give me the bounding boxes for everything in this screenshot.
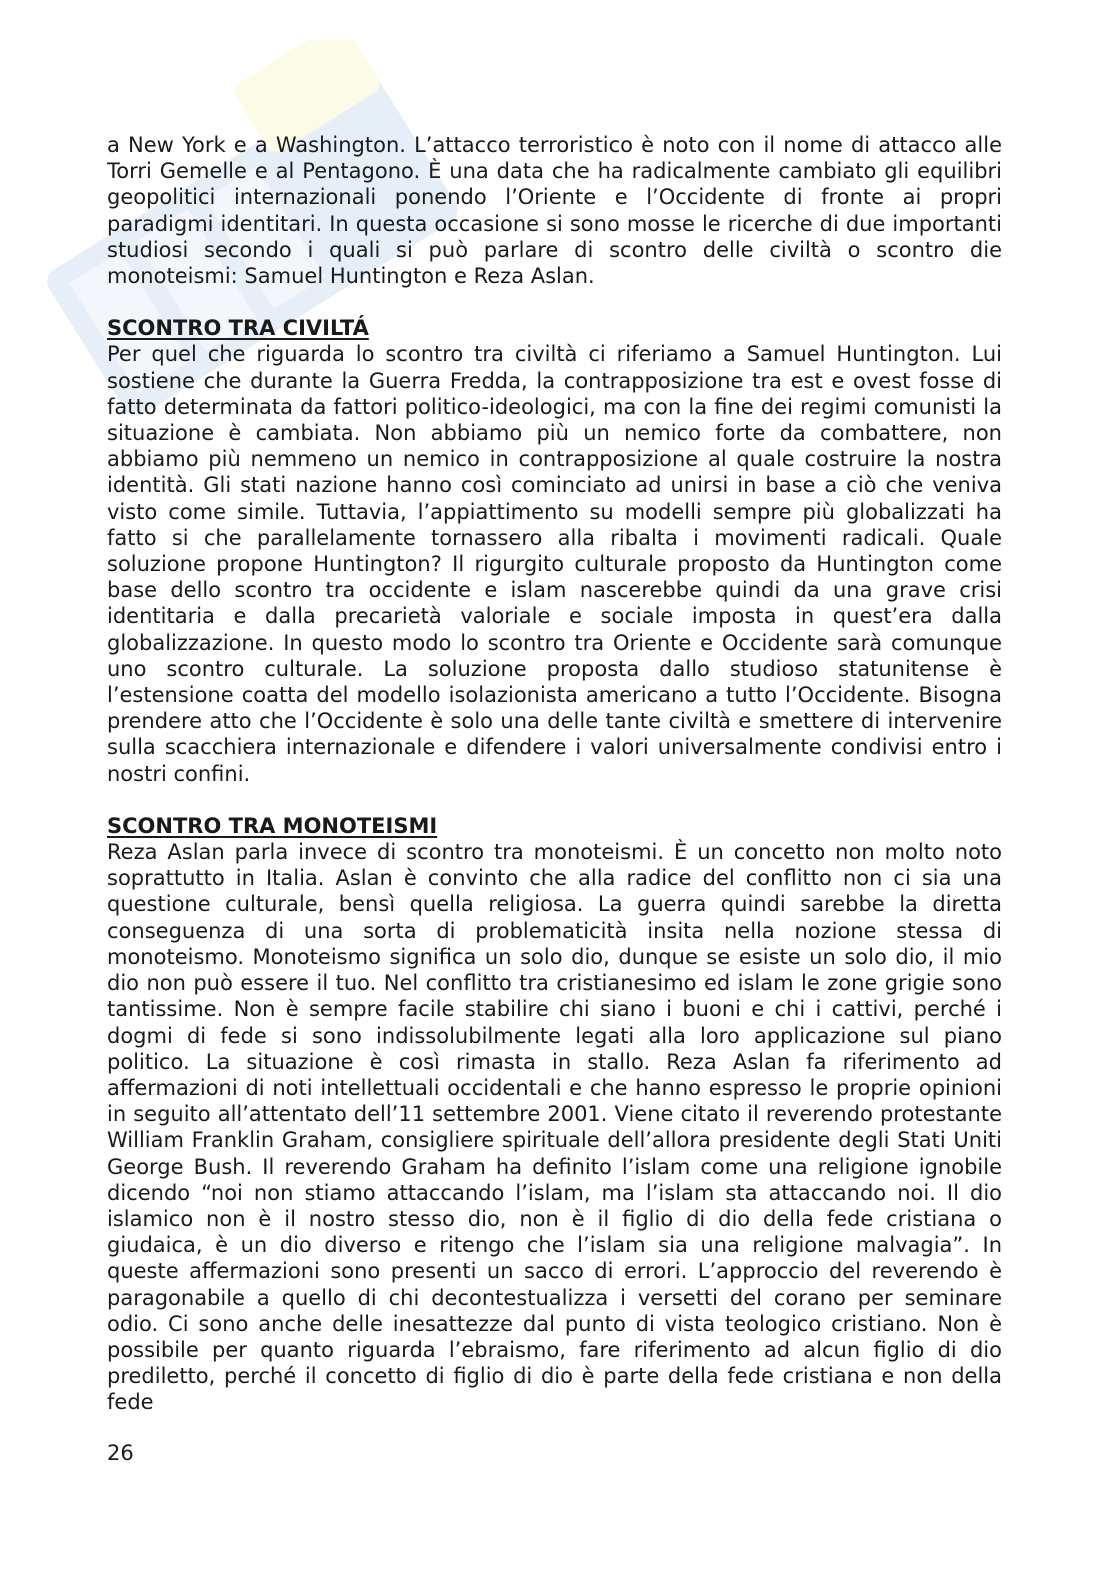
document-body xyxy=(107,132,1002,1416)
section-paragraph-monoteismi: Reza Aslan parla invece di scontro tra monoteismi. È un concetto non molto noto soprattutto in Italia. Aslan è convinto che alla radice del conflitto non ci sia una questione culturale, bensì quella religiosa. La guerra quindi sarebbe la diretta conseguenza di una sorta di problematicità insita nella nozione stessa di monoteismo. Monoteismo significa un solo dio, dunque se esiste un solo dio, il mio dio non può essere il tuo. Nel conflitto tra cristianesimo ed islam le zone grigie sono tantissime. Non è sempre facile stabilire chi siano i buoni e chi i cattivi, perché i dogmi di fede si sono indissolubilmente legati alla loro applicazione sul piano politico. La situazione è così rimasta in stallo. Reza Aslan fa riferimento ad affermazioni di noti intellettuali occidentali e che hanno espresso le proprie opinioni in seguito all’attentato dell’11 settembre 2001. Viene citato il reverendo protestante William Franklin Graham, consigliere spirituale dell’allora presidente degli Stati Uniti George Bush. Il reverendo Graham ha definito l’islam come una religione ignobile dicendo “noi non stiamo attaccando l’islam, ma l’islam sta attaccando noi. Il dio islamico non è il nostro stesso dio, non è il figlio di dio della fede cristiana o giudaica, è un dio diverso e ritengo che l’islam sia una religione malvagia”. In queste affermazioni sono presenti un sacco di errori. L’approccio del reverendo è paragonabile a quello di chi decontestualizza i versetti del corano per seminare odio. Ci sono anche delle inesattezze dal punto di vista teologico cristiano. Non è possibile per quanto riguarda l’ebraismo, fare riferimento ad alcun figlio di dio prediletto, perché il concetto di figlio di dio è parte della fede cristiana e non della fede xyxy=(107,840,1002,1415)
section-paragraph-civilta: Per quel che riguarda lo scontro tra civiltà ci riferiamo a Samuel Huntington. Lui sostiene che durante la Guerra Fredda, la contrapposizione tra est e ovest fosse di fatto determinata da fattori politico-ideologici, ma con la fine dei regimi comunisti la situazione è cambiata. Non abbiamo più un nemico forte da combattere, non abbiamo più nemmeno un nemico in contrapposizione al quale costruire la nostra identità. Gli stati nazione hanno così cominciato ad unirsi in base a ciò che veniva visto come simile. Tuttavia, l’appiattimento su modelli sempre più globalizzati ha fatto si che parallelamente tornassero alla ribalta i movimenti radicali. Quale soluzione propone Huntington? Il rigurgito culturale proposto da Huntington come base dello scontro tra occidente e islam nascerebbe quindi da una grave crisi identitaria e dalla precarietà valoriale e sociale imposta in quest’era dalla globalizzazione. In questo modo lo scontro tra Oriente e Occidente sarà comunque uno scontro culturale. La soluzione proposta dallo studioso statunitense è l’estensione coatta del modello isolazionista americano a tutto l’Occidente. Bisogna prendere atto che l’Occidente è solo una delle tante civiltà e smettere di intervenire sulla scacchiera internazionale e difendere i valori universalmente condivisi entro i nostri confini. xyxy=(107,342,1002,786)
page-number: 26 xyxy=(107,1441,134,1465)
intro-paragraph: a New York e a Washington. L’attacco terroristico è noto con il nome di attacco alle Torri Gemelle e al Pentagono. È una data che ha radicalmente cambiato gli equilibri geopolitici internazionali ponendo l’Oriente e l’Occidente di fronte ai propri paradigmi identitari. In questa occasione si sono mosse le ricerche di due importanti studiosi secondo i quali si può parlare di scontro delle civiltà o scontro die monoteismi: Samuel Huntington e Reza Aslan. xyxy=(107,133,1002,289)
section-heading-civilta: SCONTRO TRA CIVILTÁ xyxy=(107,316,369,341)
section-heading-monoteismi: SCONTRO TRA MONOTEISMI xyxy=(107,813,438,838)
